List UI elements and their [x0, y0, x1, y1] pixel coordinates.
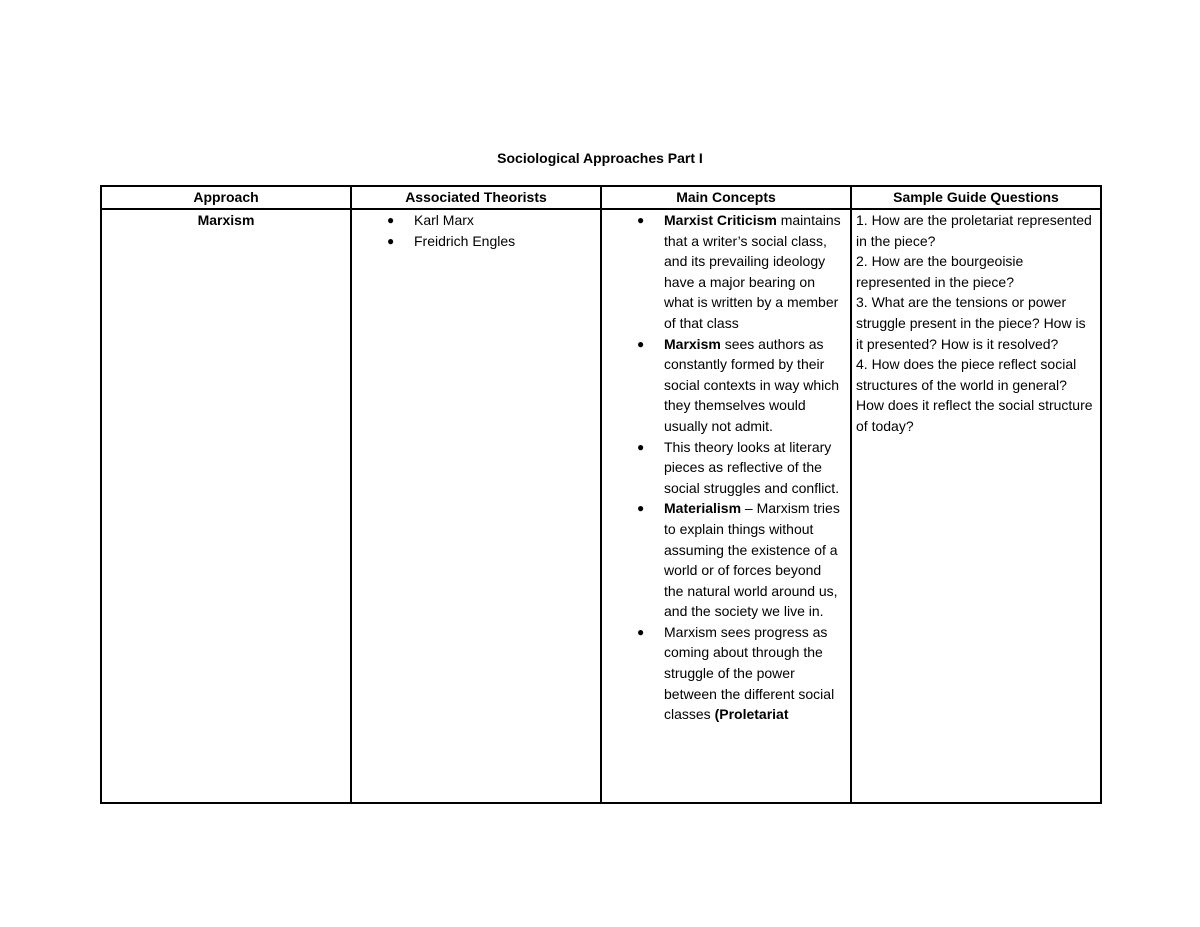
concept-text: sees authors as constantly formed by their social contexts in way which they themselves would usually not admit. — [664, 335, 840, 434]
header-main-concepts: Main Concepts — [601, 186, 851, 209]
guide-question: 1. How are the proletariat represented in the piece? — [856, 212, 1092, 249]
guide-question: 3. What are the tensions or power struggle present in the piece? How is it presented? How is it resolved? — [856, 294, 1086, 352]
bullet-icon: ● — [387, 213, 395, 227]
bullet-icon: ● — [637, 213, 645, 227]
theorist-name: Karl Marx — [414, 212, 474, 228]
concept-term: (Proletariat — [714, 706, 789, 723]
list-item — [356, 231, 596, 252]
bullet-icon: ● — [637, 439, 645, 454]
list-item — [606, 334, 846, 437]
list-item — [606, 498, 846, 622]
approaches-table — [100, 185, 1102, 804]
approach-cell: Marxism — [101, 209, 351, 803]
concepts-cell — [601, 209, 851, 803]
bullet-icon: ● — [637, 336, 645, 351]
header-sample-guide-questions: Sample Guide Questions — [851, 186, 1101, 209]
bullet-icon: ● — [387, 233, 395, 248]
bullet-icon: ● — [637, 624, 645, 639]
concept-term: Marxist Criticism — [664, 212, 777, 228]
header-associated-theorists: Associated Theorists — [351, 186, 601, 209]
bullet-icon: ● — [637, 501, 645, 516]
page-title: Sociological Approaches Part I — [497, 150, 703, 166]
theorists-list — [356, 210, 596, 251]
concept-text: Marxism sees progress as coming about through the struggle of the power between the different social classes — [664, 623, 835, 723]
theorists-cell — [351, 209, 601, 803]
guide-question: 2. How are the bourgeoisie represented in the piece? — [856, 253, 1024, 290]
concepts-list — [606, 210, 846, 725]
concept-term: Materialism — [664, 500, 742, 517]
table-header-row — [101, 186, 1101, 209]
guide-question: 4. How does the piece reflect social structures of the world in general? How does it reflect the social structure of today? — [856, 356, 1093, 434]
list-item — [606, 622, 846, 725]
theorist-name: Freidrich Engles — [414, 232, 516, 249]
concept-text: This theory looks at literary pieces as reflective of the social struggles and conflict. — [664, 438, 840, 496]
concept-text: maintains that a writer’s social class, and its prevailing ideology have a major bearing on what is written by a member of that class — [664, 212, 841, 331]
questions-cell — [851, 209, 1101, 803]
list-item — [356, 210, 596, 231]
table-row — [101, 209, 1101, 803]
list-item — [606, 210, 846, 334]
header-approach: Approach — [101, 186, 351, 209]
list-item — [606, 437, 846, 499]
concept-text: – Marxism tries to explain things without assuming the existence of a world or of forces beyond the natural world around us, and the society we live in. — [664, 500, 840, 620]
concept-term: Marxism — [664, 335, 721, 352]
